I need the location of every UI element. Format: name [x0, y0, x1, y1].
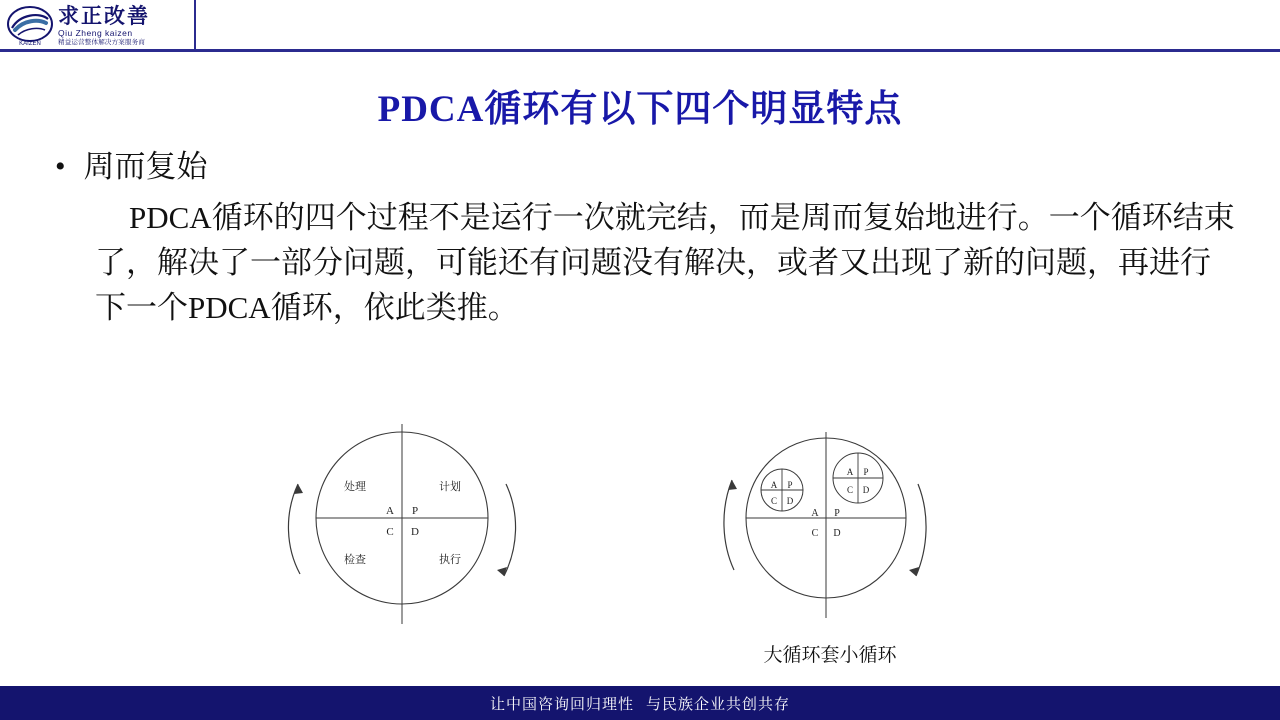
svg-text:C: C [811, 528, 819, 539]
svg-text:C: C [770, 496, 778, 506]
svg-text:处理: 处理 [344, 481, 366, 493]
svg-text:D: D [411, 526, 419, 538]
svg-text:执行: 执行 [439, 554, 461, 566]
body-paragraph: PDCA循环的四个过程不是运行一次就完结，而是周而复始地进行。一个循环结束了，解决了一部分问题，可能还有问题没有解决，或者又出现了新的问题，再进行下一个PDCA循环，依此类推。 [95, 200, 1235, 325]
logo-pinyin: Qiu Zheng kaizen [58, 27, 133, 38]
svg-text:P: P [834, 508, 840, 519]
svg-text:A: A [846, 467, 854, 477]
nested-pdca-cycle-diagram [718, 418, 934, 630]
logo-title: 求正改善 [58, 3, 150, 28]
svg-text:P: P [787, 480, 793, 490]
bullet-marker-icon: • [55, 150, 66, 183]
bullet-label: 周而复始 [83, 149, 208, 184]
footer-text-right: 与民族企业共创共存 [646, 695, 791, 713]
svg-text:C: C [846, 485, 854, 495]
footer-bar [0, 686, 1280, 720]
svg-text:C: C [386, 526, 394, 538]
svg-text:计划: 计划 [439, 481, 461, 493]
logo-subtitle: 精益运营整体解决方案服务商 [58, 39, 146, 46]
swoosh-logo-icon [6, 4, 54, 48]
svg-text:检查: 检查 [344, 554, 366, 566]
svg-text:D: D [786, 496, 794, 506]
bullet-item [55, 150, 208, 184]
svg-text:P: P [411, 505, 419, 517]
header-bar [0, 0, 1280, 52]
page-title: PDCA循环有以下四个明显特点 [377, 89, 903, 130]
pdca-cycle-diagram [276, 418, 528, 630]
diagram-caption: 大循环套小循环 [763, 645, 897, 666]
svg-text:D: D [833, 528, 841, 539]
svg-text:A: A [811, 508, 819, 519]
footer-text-left: 让中国咨询回归理性 [489, 695, 634, 713]
svg-text:A: A [386, 505, 394, 517]
svg-text:A: A [770, 480, 778, 490]
svg-text:P: P [863, 467, 869, 477]
svg-text:D: D [862, 485, 870, 495]
logo [0, 0, 196, 52]
svg-text:KAIZEN: KAIZEN [19, 41, 41, 47]
